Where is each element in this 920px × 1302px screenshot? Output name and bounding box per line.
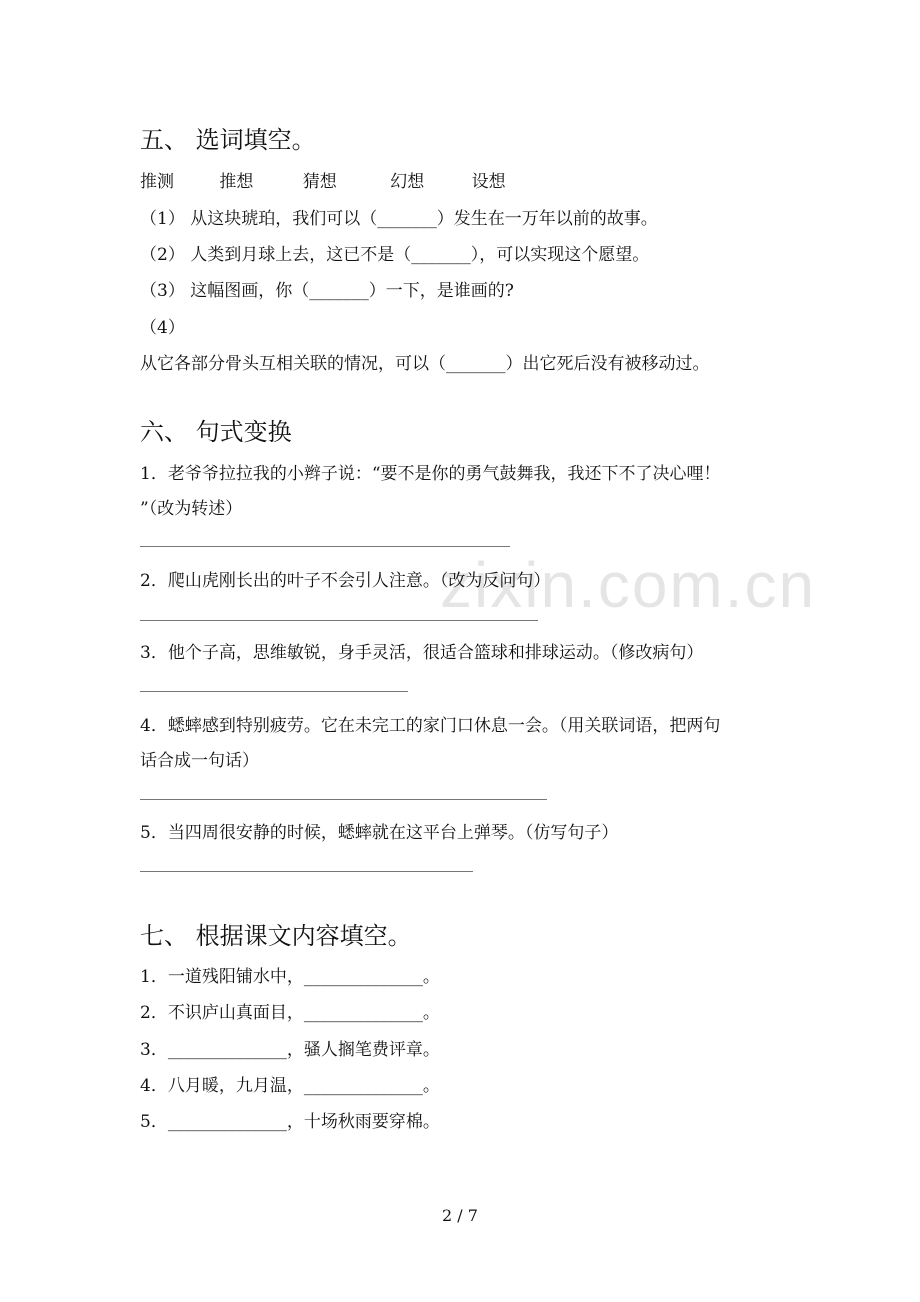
answer-line[interactable] [140, 691, 408, 692]
question-4-line-1: 4．蟋蟀感到特别疲劳。它在未完工的家门口休息一会。（用关联词语，把两句 [140, 716, 721, 736]
section-7-title: 七、 根据课文内容填空。 [140, 922, 412, 950]
fill-item-4-text: 从它各部分骨头互相关联的情况，可以（_______）出它死后没有被移动过。 [140, 354, 710, 374]
word-option: 推想 [219, 172, 254, 192]
question-1-line-1: 1．老爷爷拉拉我的小辫子说：“要不是你的勇气鼓舞我，我还下不了决心哩！ [140, 464, 721, 484]
fill-item-1: （1） 从这块琥珀，我们可以（_______）发生在一万年以前的故事。 [140, 209, 658, 229]
fill-item-3: （3） 这幅图画，你（_______）一下，是谁画的? [140, 281, 514, 301]
answer-line[interactable] [140, 799, 547, 800]
watermark: zixin.com.cn [440, 549, 817, 621]
question-3: 3．他个子高，思维敏锐，身手灵活，很适合篮球和排球运动。（修改病句） [140, 643, 704, 663]
poem-item-5: 5．______________，十场秋雨要穿棉。 [140, 1112, 440, 1132]
question-4-line-2: 话合成一句话） [140, 751, 259, 771]
word-option: 猜想 [302, 172, 337, 192]
fill-item-2: （2） 人类到月球上去，这已不是（_______），可以实现这个愿望。 [140, 245, 650, 265]
question-2: 2．爬山虎刚长出的叶子不会引人注意。（改为反问句） [140, 571, 551, 591]
word-bank [140, 167, 506, 192]
word-option: 幻想 [390, 172, 425, 192]
question-5: 5．当四周很安静的时候，蟋蟀就在这平台上弹琴。（仿写句子） [140, 823, 619, 843]
page-number: 2 / 7 [442, 1206, 478, 1225]
section-6-title: 六、 句式变换 [140, 418, 292, 446]
poem-item-2: 2．不识庐山真面目，______________。 [140, 1003, 440, 1023]
word-option: 设想 [471, 172, 506, 192]
answer-line[interactable] [140, 871, 473, 872]
question-1-line-2: ”（改为转述） [140, 499, 243, 519]
section-5-title: 五、 选词填空。 [140, 126, 316, 154]
poem-item-4: 4．八月暖，九月温，______________。 [140, 1076, 440, 1096]
poem-item-1: 1．一道残阳铺水中，______________。 [140, 967, 440, 987]
word-option: 推测 [140, 172, 174, 192]
fill-item-4-number: （4） [140, 318, 185, 338]
poem-item-3: 3．______________，骚人搁笔费评章。 [140, 1040, 440, 1060]
answer-line[interactable] [140, 546, 510, 547]
